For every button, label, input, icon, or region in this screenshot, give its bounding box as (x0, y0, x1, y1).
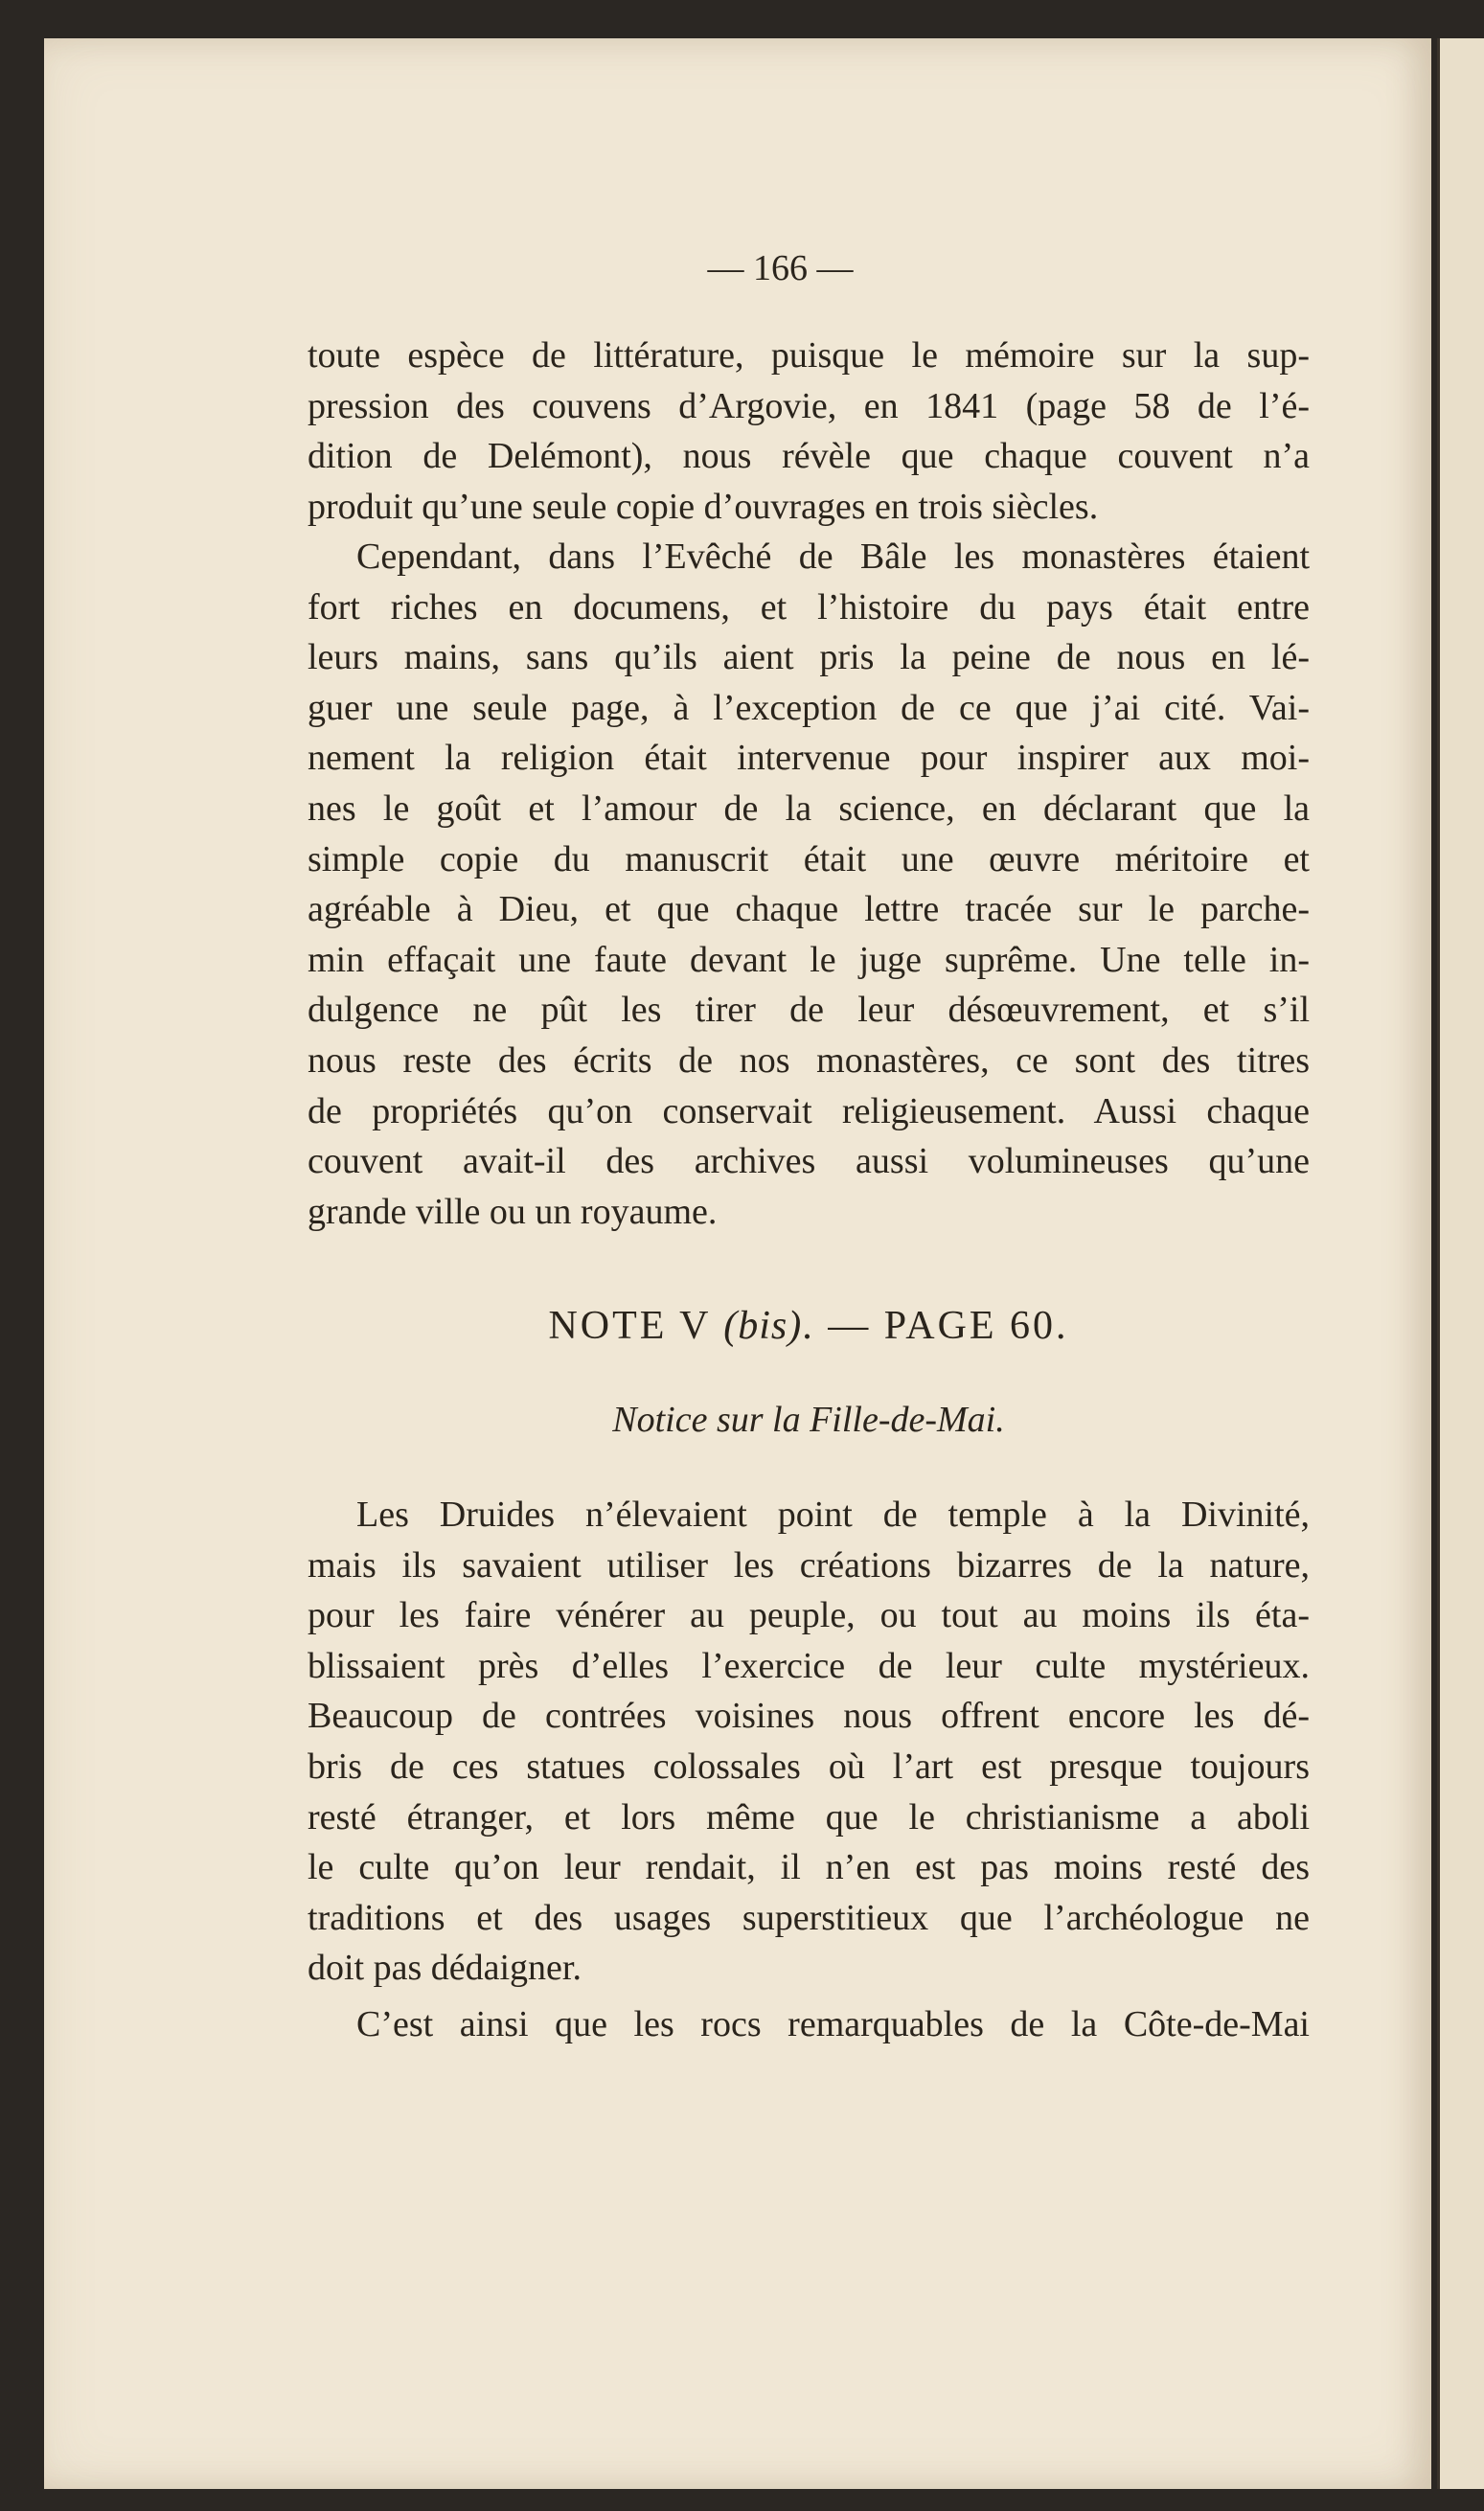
text-line: traditions et des usages superstitieux que l’archéologue ne (308, 1897, 1310, 1938)
note-heading-bis: (bis) (723, 1304, 803, 1348)
text-line: de propriétés qu’on conservait religieusement. Aussi chaque (308, 1090, 1310, 1131)
note-heading-suffix: . — PAGE 60. (802, 1304, 1069, 1348)
text-line: Cependant, dans l’Evêché de Bâle les monastères étaient (356, 536, 1310, 577)
text-line: doit pas dédaigner. (308, 1948, 582, 1989)
text-line: dulgence ne pût les tirer de leur désœuvrement, et s’il (308, 990, 1310, 1031)
text-line: fort riches en documens, et l’histoire du pays était entre (308, 586, 1310, 628)
text-line: nement la religion était intervenue pour inspirer aux moi- (308, 738, 1310, 779)
text-line: agréable à Dieu, et que chaque lettre tracée sur le parche- (308, 889, 1310, 930)
text-line: mais ils savaient utiliser les créations bizarres de la nature, (308, 1544, 1310, 1586)
text-line: nes le goût et l’amour de la science, en déclarant que la (308, 788, 1310, 829)
text-line: guer une seule page, à l’exception de ce que j’ai cité. Vai- (308, 687, 1310, 728)
page-number: — 166 — (707, 248, 854, 288)
text-line: pour les faire vénérer au peuple, ou tout au moins ils éta- (308, 1595, 1310, 1636)
note-heading-prefix: NOTE V (548, 1304, 724, 1348)
text-line: toute espèce de littérature, puisque le mémoire sur la sup- (308, 335, 1310, 376)
text-line: le culte qu’on leur rendait, il n’en est pas moins resté des (308, 1847, 1310, 1888)
text-line: bris de ces statues colossales où l’art est presque toujours (308, 1746, 1310, 1787)
text-line: blissaient près d’elles l’exercice de leur culte mystérieux. (308, 1645, 1310, 1686)
note-subheading: Notice sur la Fille-de-Mai. (612, 1400, 1005, 1440)
text-line: simple copie du manuscrit était une œuvre méritoire et (308, 838, 1310, 879)
text-line: resté étranger, et lors même que le christianisme a aboli (308, 1796, 1310, 1838)
text-line: produit qu’une seule copie d’ouvrages en trois siècles. (308, 486, 1099, 527)
text-line: pression des couvens d’Argovie, en 1841 (page 58 de l’é- (308, 385, 1310, 426)
text-line: leurs mains, sans qu’ils aient pris la peine de nous en lé- (308, 637, 1310, 678)
text-line: nous reste des écrits de nos monastères, ce sont des titres (308, 1040, 1310, 1081)
text-line: Les Druides n’élevaient point de temple à la Divinité, (356, 1495, 1310, 1535)
adjacent-page-edge (1437, 38, 1484, 2489)
text-line: C’est ainsi que les rocs remarquables de la Côte-de-Mai (356, 2004, 1310, 2044)
text-line: Beaucoup de contrées voisines nous offrent encore les dé- (308, 1696, 1310, 1737)
text-line: min effaçait une faute devant le juge suprême. Une telle in- (308, 939, 1310, 980)
text-line: couvent avait-il des archives aussi volumineuses qu’une (308, 1141, 1310, 1182)
text-line: grande ville ou un royaume. (308, 1191, 718, 1232)
text-line: dition de Delémont), nous révèle que chaque couvent n’a (308, 436, 1310, 477)
note-heading (308, 1303, 1310, 1349)
